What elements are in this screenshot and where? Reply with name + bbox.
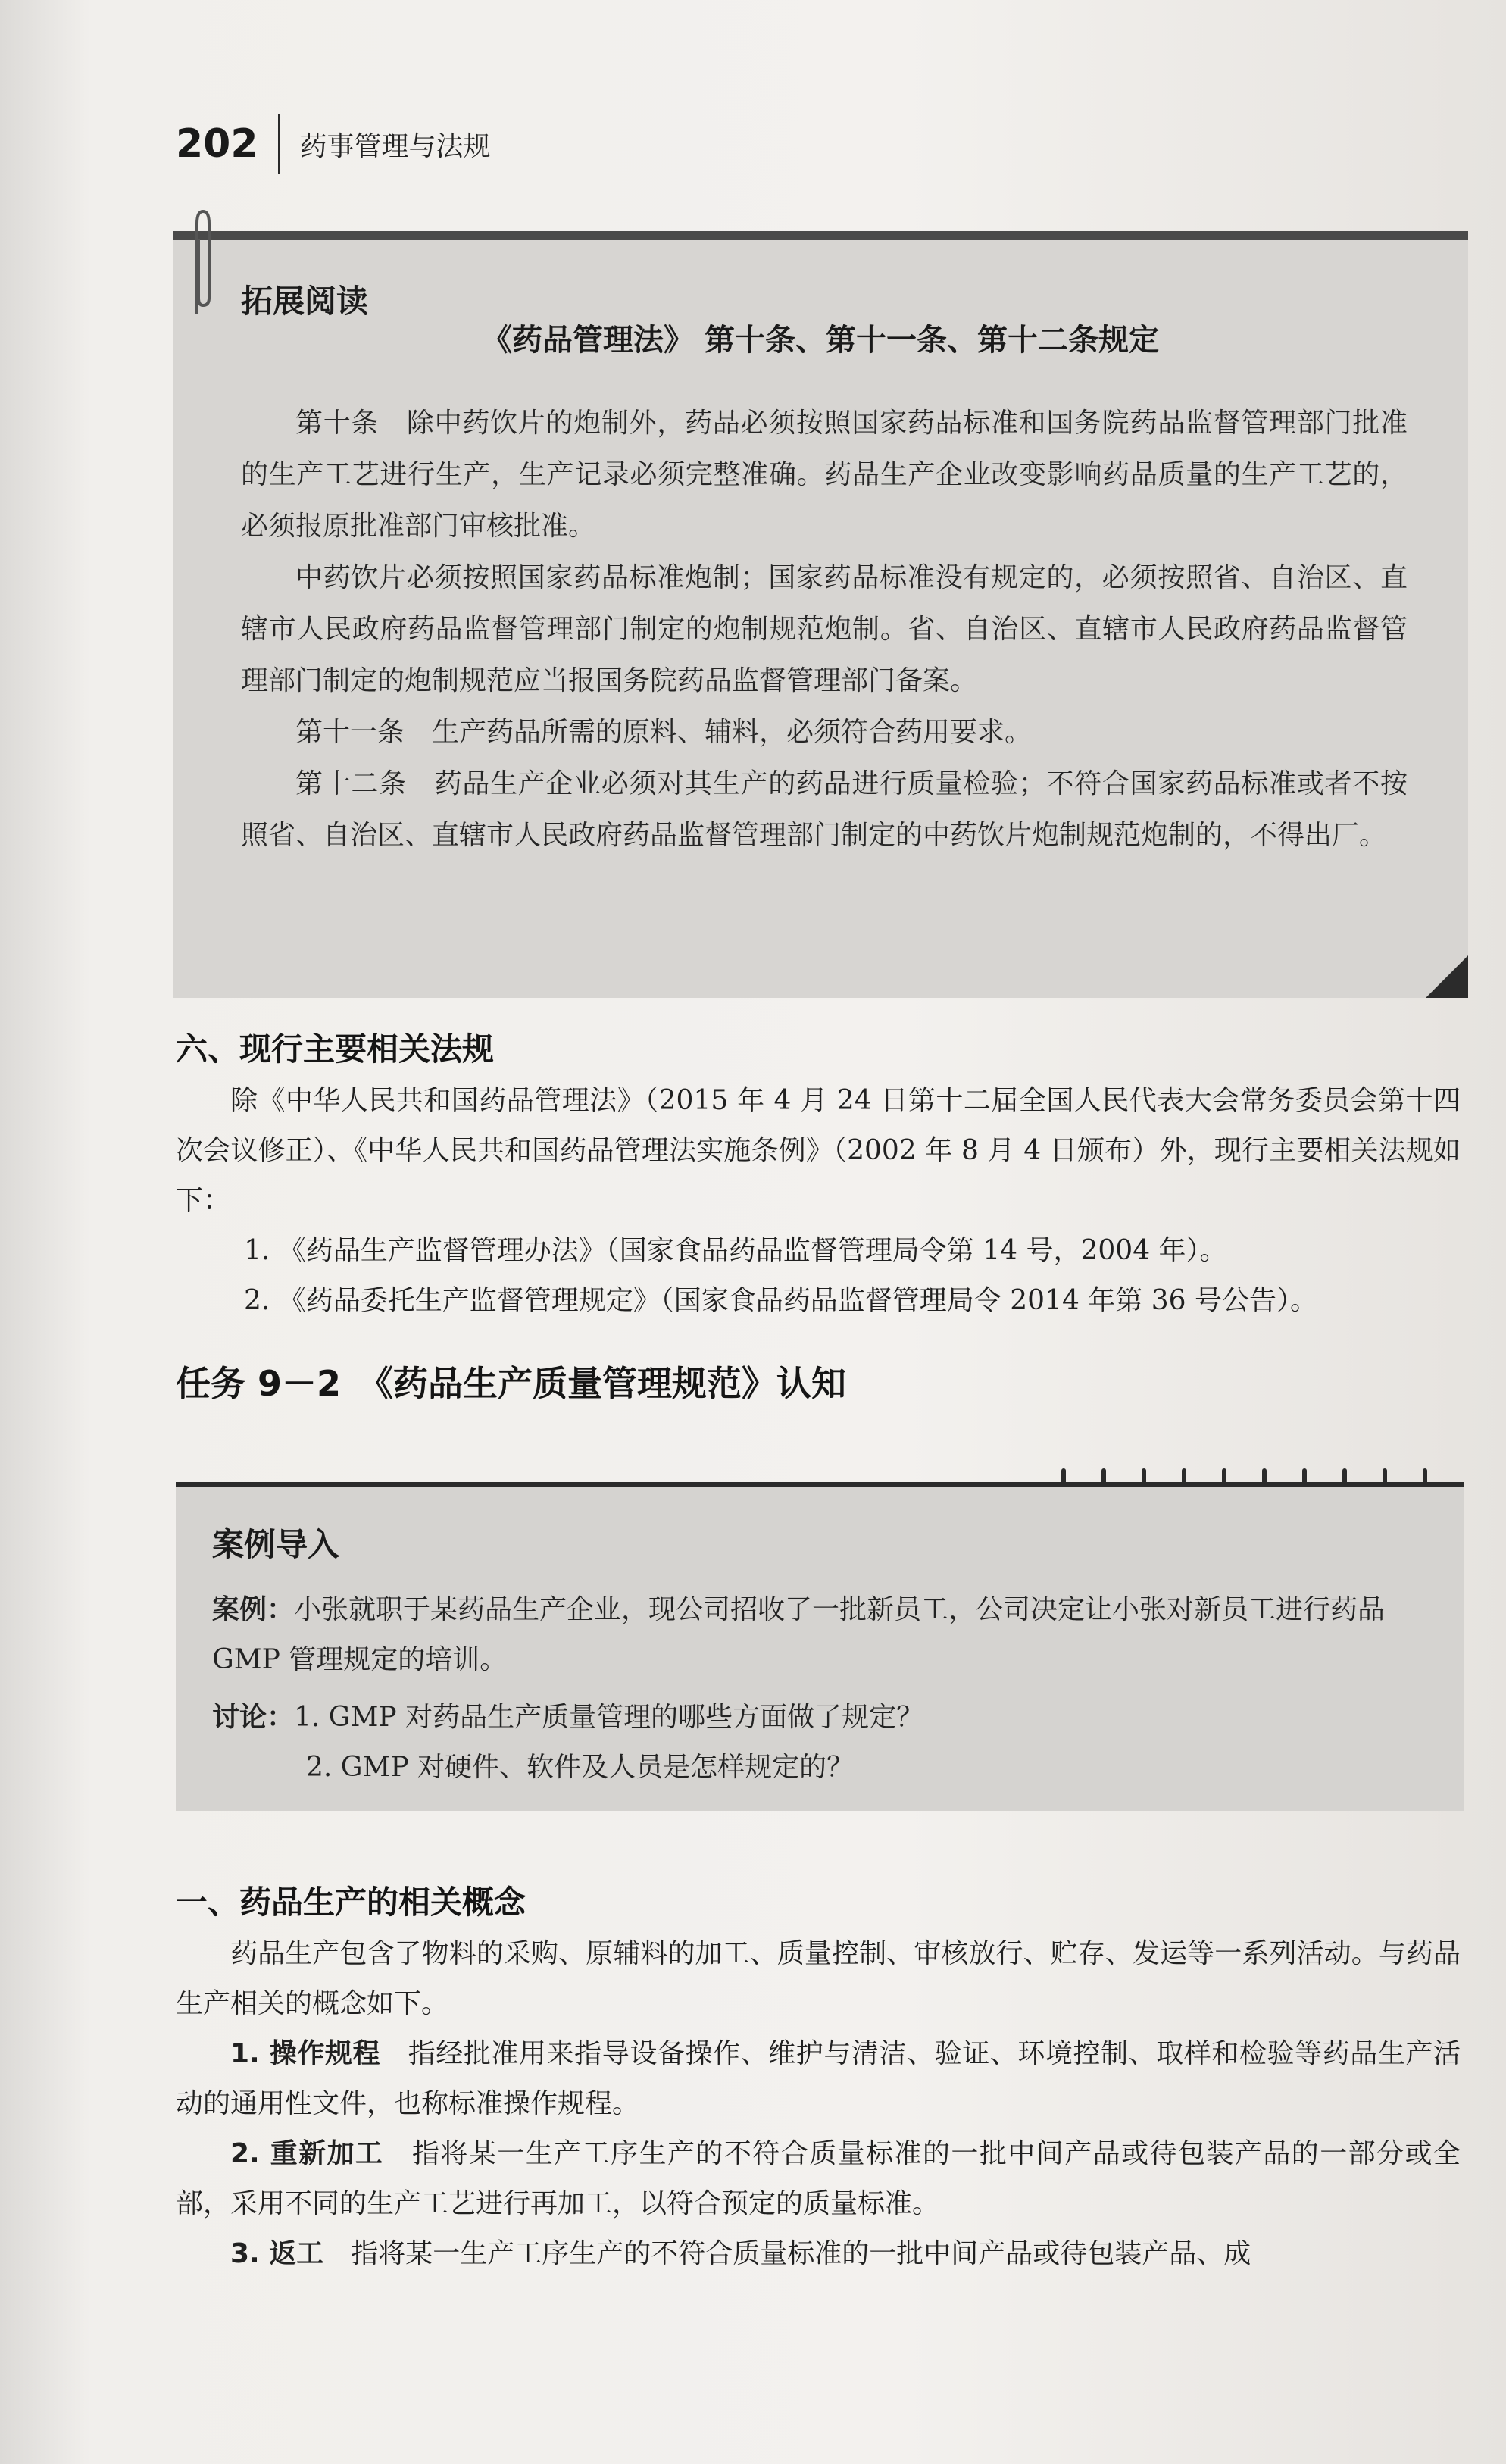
- term-paragraph: [176, 2129, 1461, 2229]
- term-definition: 指经批准用来指导设备操作、维护与清洁、验证、环境控制、取样和检验等药品生产活动的通用性文件，也称标准操作规程。: [176, 2038, 1461, 2119]
- paragraph: 第十一条 生产药品所需的原料、辅料，必须符合药用要求。: [295, 717, 1033, 748]
- case-text: 小张就职于某药品生产企业，现公司招收了一批新员工，公司决定让小张对新员工进行药品 GMP 管理规定的培训。: [212, 1594, 1386, 1675]
- discussion-paragraph: [212, 1693, 1433, 1743]
- case-intro-body: [212, 1585, 1433, 1793]
- paragraph: 中药饮片必须按照国家药品标准炮制；国家药品标准没有规定的，必须按照省、自治区、直辖市人民政府药品监督管理部门制定的炮制规范炮制。省、自治区、直辖市人民政府药品监督管理部门制定的炮制规范应当报国务院药品监督管理部门备案。: [241, 562, 1408, 696]
- discussion-lead: 讨论：: [212, 1702, 295, 1733]
- book-title: 药事管理与法规: [299, 130, 491, 162]
- section1-body: [176, 1929, 1461, 2279]
- section1-intro: 药品生产包含了物料的采购、原辅料的加工、质量控制、审核放行、贮存、发运等一系列活动。与药品生产相关的概念如下。: [176, 1938, 1461, 2019]
- discussion-item: 2. GMP 对硬件、软件及人员是怎样规定的？: [306, 1752, 855, 1783]
- task-title: 任务 9－2 《药品生产质量管理规范》认知: [176, 1363, 847, 1404]
- page-header: [176, 114, 491, 174]
- page-number: 202: [176, 121, 258, 167]
- term-definition: 指将某一生产工序生产的不符合质量标准的一批中间产品或待包装产品的一部分或全部，采用不同的生产工艺进行再加工，以符合预定的质量标准。: [176, 2138, 1461, 2219]
- list-item: 1. 《药品生产监督管理办法》（国家食品药品监督管理局令第 14 号，2004 年）。: [244, 1235, 1227, 1266]
- paragraph: 第十条 除中药饮片的炮制外，药品必须按照国家药品标准和国务院药品监督管理部门批准的生产工艺进行生产，生产记录必须完整准确。药品生产企业改变影响药品质量的生产工艺的，必须报原批准部门审核批准。: [241, 408, 1408, 542]
- case-paragraph: [212, 1585, 1433, 1685]
- term-paragraph: [176, 2229, 1461, 2279]
- header-divider: [278, 114, 280, 174]
- case-intro-box: [176, 1487, 1464, 1811]
- extended-reading-label: 拓展阅读: [241, 283, 369, 320]
- list-item: 2. 《药品委托生产监督管理规定》（国家食品药品监督管理局令 2014 年第 36 号公告）。: [244, 1285, 1317, 1316]
- corner-triangle-icon: [1426, 955, 1468, 998]
- paperclip-icon: [189, 208, 217, 322]
- extended-reading-title: 《药品管理法》 第十条、第十一条、第十二条规定: [482, 323, 1159, 358]
- term-label: 3. 返工: [230, 2238, 324, 2269]
- extended-reading-box: [173, 231, 1468, 998]
- term-definition: 指将某一生产工序生产的不符合质量标准的一批中间产品或待包装产品、成: [351, 2238, 1251, 2269]
- case-intro-label: 案例导入: [212, 1526, 340, 1563]
- paragraph: 第十二条 药品生产企业必须对其生产的药品进行质量检验；不符合国家药品标准或者不按照省、自治区、直辖市人民政府药品监督管理部门制定的中药饮片炮制规范炮制的，不得出厂。: [241, 768, 1408, 851]
- extended-reading-body: [241, 398, 1408, 861]
- case-lead: 案例：: [212, 1594, 295, 1625]
- discussion-item: 1. GMP 对药品生产质量管理的哪些方面做了规定？: [294, 1702, 924, 1733]
- term-paragraph: [176, 2029, 1461, 2129]
- section1-heading: 一、药品生产的相关概念: [176, 1884, 526, 1921]
- section6-heading: 六、现行主要相关法规: [176, 1030, 495, 1068]
- term-label: 1. 操作规程: [230, 2038, 381, 2069]
- term-label: 2. 重新加工: [230, 2138, 384, 2169]
- section6-body: [176, 1076, 1461, 1326]
- section6-intro: 除《中华人民共和国药品管理法》（2015 年 4 月 24 日第十二届全国人民代表大会常务委员会第十四次会议修正）、《中华人民共和国药品管理法实施条例》（2002 年 8 月 4 日颁布）外，现行主要相关法规如下：: [176, 1085, 1461, 1216]
